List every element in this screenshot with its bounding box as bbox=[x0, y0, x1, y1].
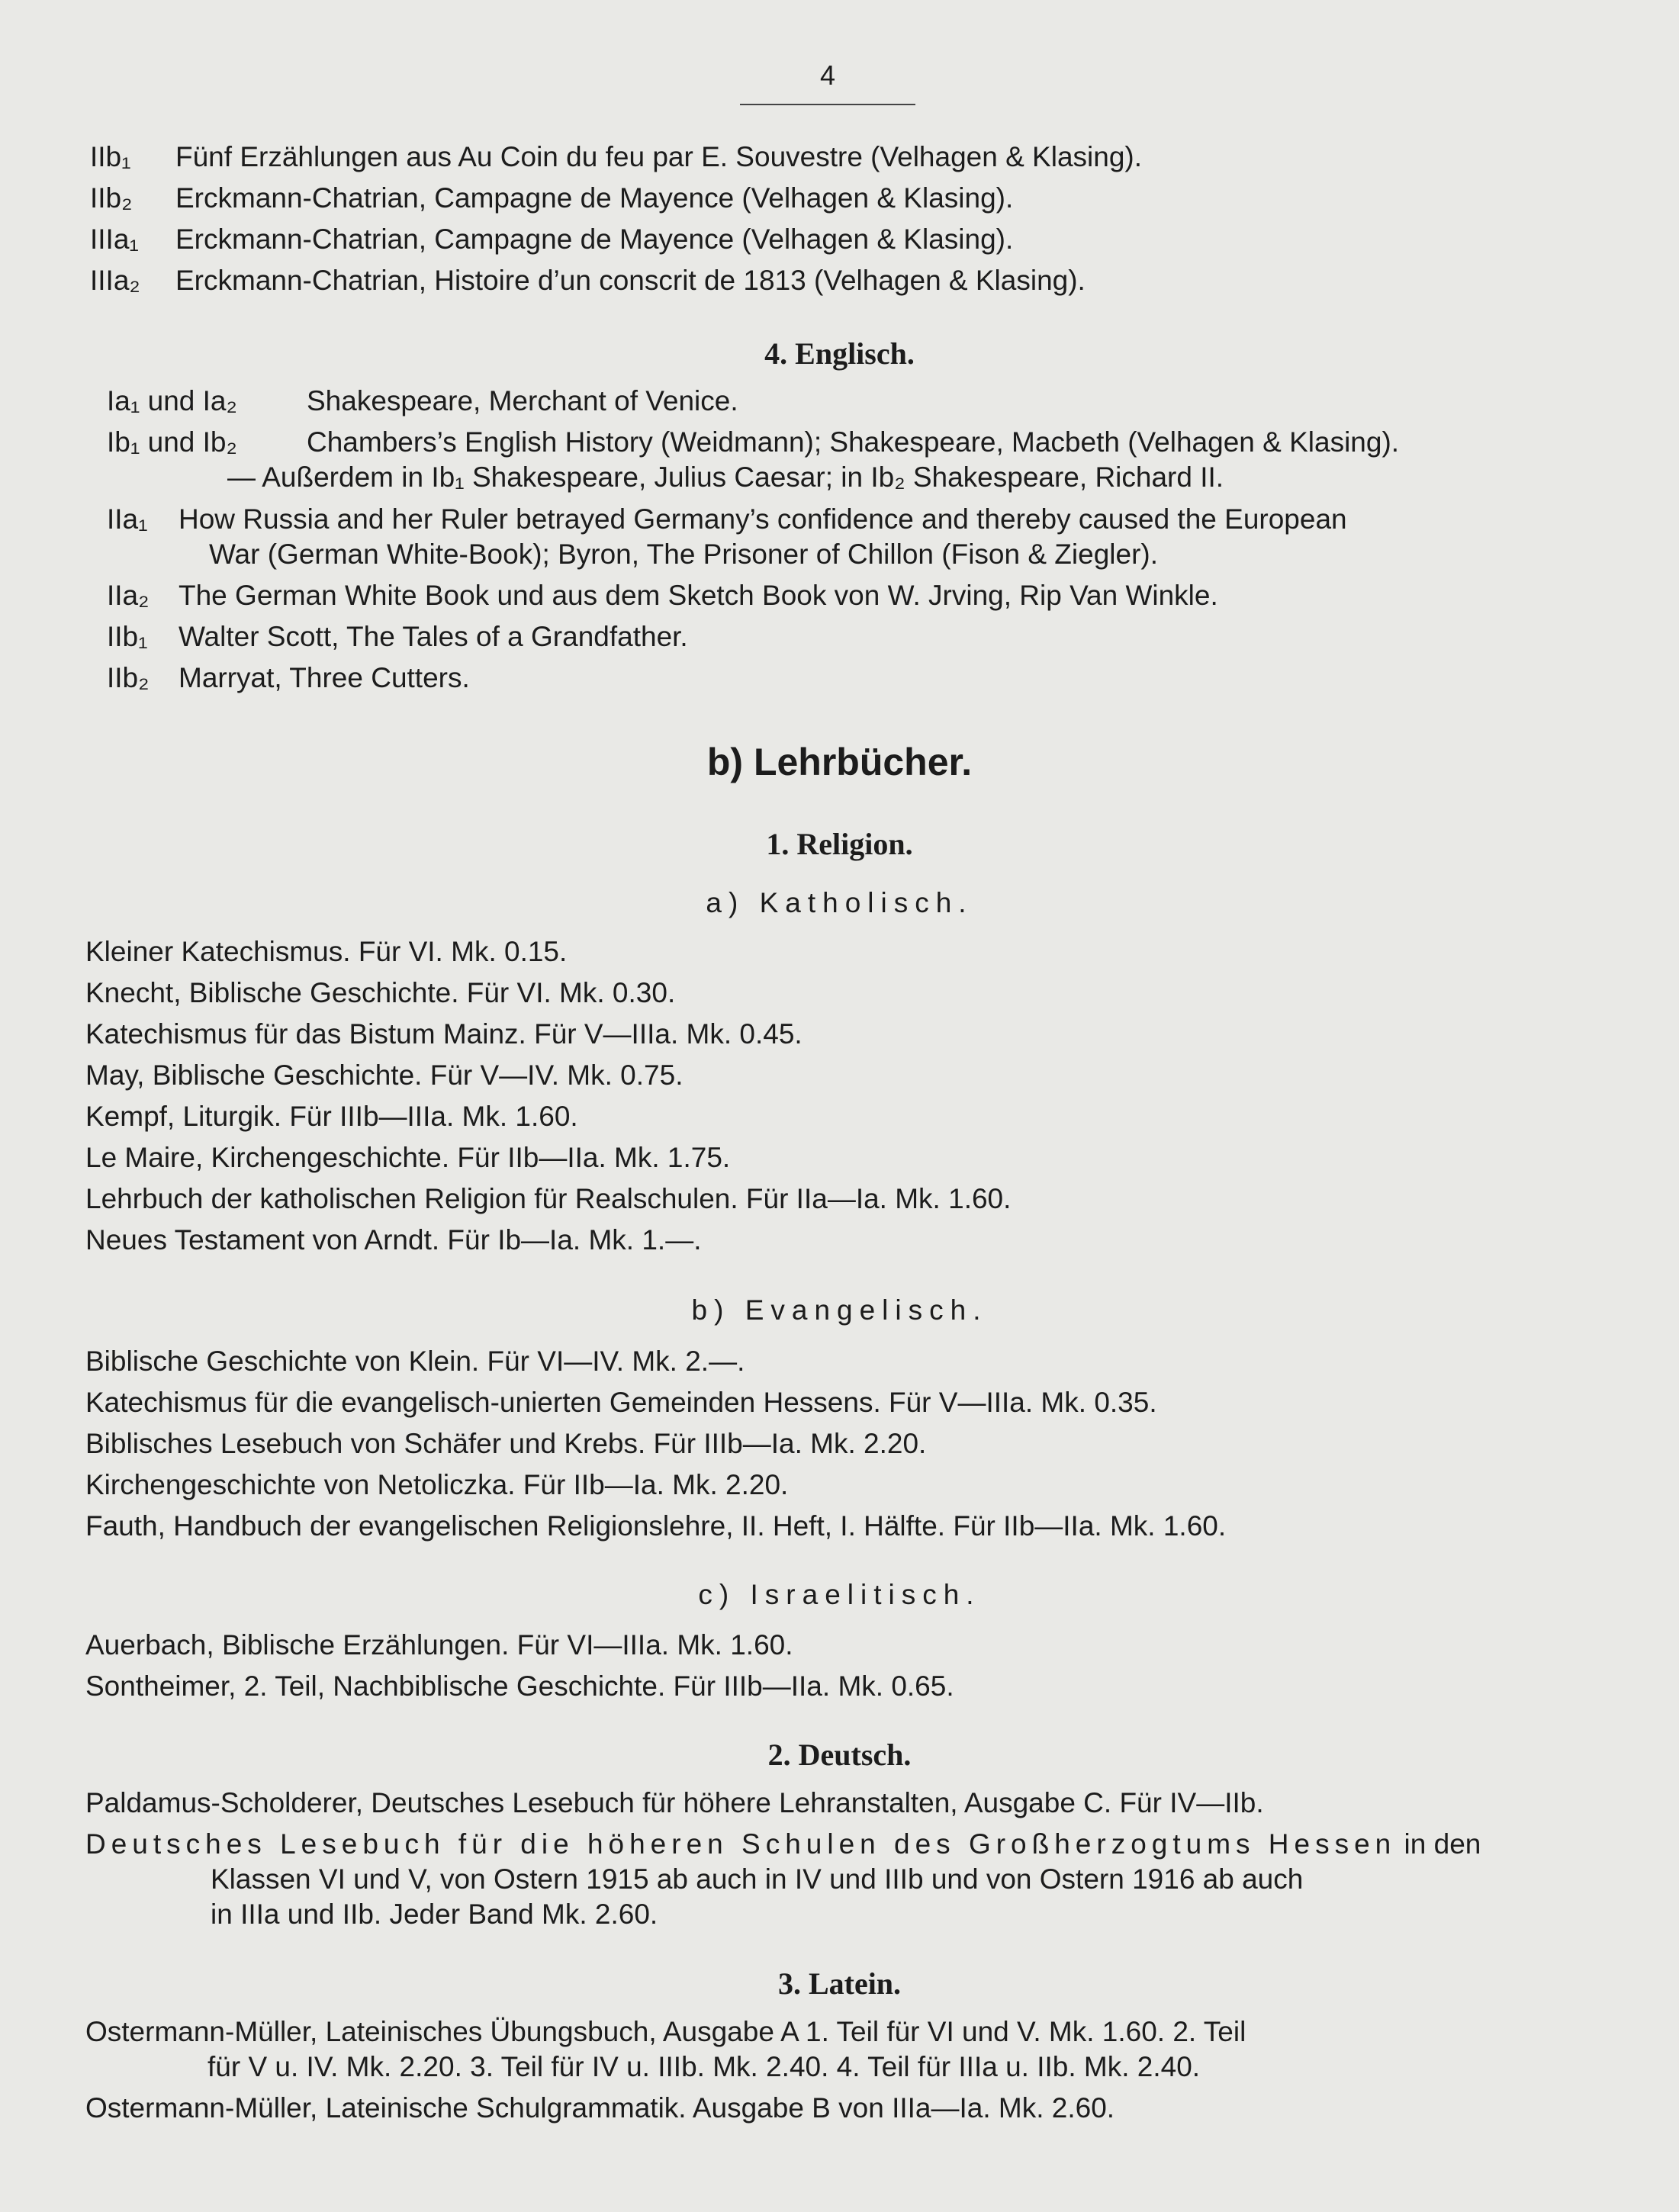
subheading-evangelisch: b) Evangelisch. bbox=[691, 1294, 988, 1326]
deutsch-item-2-cont1: Klassen VI und V, von Ostern 1915 ab auch in IV und IIIb und von Ostern 1916 ab auch bbox=[211, 1863, 1304, 1895]
evangelisch-item-3: Biblisches Lesebuch von Schäfer und Krebs. Für IIIb—Ia. Mk. 2.20. bbox=[85, 1428, 927, 1459]
section-heading-englisch: 4. Englisch. bbox=[764, 336, 915, 371]
englisch-entry-4: IIa₂ The German White Book und aus dem Sketch Book von W. Jrving, Rip Van Winkle. bbox=[107, 580, 1218, 611]
israelitisch-item-1: Auerbach, Biblische Erzählungen. Für VI—IIIa. Mk. 1.60. bbox=[85, 1629, 793, 1661]
evangelisch-item-4: Kirchengeschichte von Netoliczka. Für IIb—Ia. Mk. 2.20. bbox=[85, 1469, 789, 1500]
englisch-entry-2: Ib₁ und Ib₂ Chambers’s English History (Weidmann); Shakespeare, Macbeth (Velhagen & Klasing). bbox=[107, 426, 1400, 458]
page-number: 4 bbox=[740, 59, 915, 105]
englisch-entry-1: Ia₁ und Ia₂ Shakespeare, Merchant of Venice. bbox=[107, 385, 738, 416]
israelitisch-item-2: Sontheimer, 2. Teil, Nachbiblische Geschichte. Für IIIb—IIa. Mk. 0.65. bbox=[85, 1670, 954, 1702]
evangelisch-item-1: Biblische Geschichte von Klein. Für VI—IV. Mk. 2.—. bbox=[85, 1346, 745, 1377]
englisch-entry-5: IIb₁ Walter Scott, The Tales of a Grandfather. bbox=[107, 621, 688, 652]
englisch-entry-2-cont: — Außerdem in Ib₁ Shakespeare, Julius Caesar; in Ib₂ Shakespeare, Richard II. bbox=[227, 461, 1224, 493]
katholisch-item-6: Le Maire, Kirchengeschichte. Für IIb—IIa. Mk. 1.75. bbox=[85, 1142, 731, 1173]
evangelisch-item-2: Katechismus für die evangelisch-unierten Gemeinden Hessens. Für V—IIIa. Mk. 0.35. bbox=[85, 1387, 1157, 1418]
section-heading-latein: 3. Latein. bbox=[777, 1966, 902, 2001]
section-heading-deutsch: 2. Deutsch. bbox=[767, 1738, 912, 1772]
french-reading-1: IIb₁ Fünf Erzählungen aus Au Coin du feu par E. Souvestre (Velhagen & Klasing). bbox=[90, 141, 1143, 172]
subheading-israelitisch: c) Israelitisch. bbox=[698, 1579, 981, 1610]
englisch-entry-3-cont: War (German White-Book); Byron, The Prisoner of Chillon (Fison & Ziegler). bbox=[209, 539, 1158, 570]
katholisch-item-8: Neues Testament von Arndt. Für Ib—Ia. Mk. 1.—. bbox=[85, 1224, 702, 1256]
latein-item-1: Ostermann-Müller, Lateinisches Übungsbuch, Ausgabe A 1. Teil für VI und V. Mk. 1.60. 2. Teil bbox=[85, 2016, 1246, 2047]
katholisch-item-3: Katechismus für das Bistum Mainz. Für V—IIIa. Mk. 0.45. bbox=[85, 1018, 803, 1050]
subheading-katholisch: a) Katholisch. bbox=[706, 887, 973, 918]
katholisch-item-4: May, Biblische Geschichte. Für V—IV. Mk. 0.75. bbox=[85, 1059, 684, 1091]
latein-item-2: Ostermann-Müller, Lateinische Schulgrammatik. Ausgabe B von IIIa—Ia. Mk. 2.60. bbox=[85, 2092, 1115, 2124]
deutsch-item-1: Paldamus-Scholderer, Deutsches Lesebuch für höhere Lehranstalten, Ausgabe C. Für IV—IIb. bbox=[85, 1787, 1264, 1818]
french-reading-4: IIIa₂ Erckmann-Chatrian, Histoire d’un conscrit de 1813 (Velhagen & Klasing). bbox=[90, 265, 1086, 296]
section-heading-religion: 1. Religion. bbox=[766, 827, 913, 861]
deutsch-item-2-cont2: in IIIa und IIb. Jeder Band Mk. 2.60. bbox=[211, 1899, 658, 1930]
katholisch-item-5: Kempf, Liturgik. Für IIIb—IIIa. Mk. 1.60. bbox=[85, 1101, 578, 1132]
evangelisch-item-5: Fauth, Handbuch der evangelischen Religionslehre, II. Heft, I. Hälfte. Für IIb—IIa. Mk. 1.60. bbox=[85, 1510, 1227, 1542]
deutsch-item-2: Deutsches Lesebuch für die höheren Schulen des Großherzogtums Hessen in den bbox=[85, 1828, 1481, 1860]
katholisch-item-1: Kleiner Katechismus. Für VI. Mk. 0.15. bbox=[85, 936, 568, 967]
french-reading-3: IIIa₁ Erckmann-Chatrian, Campagne de Mayence (Velhagen & Klasing). bbox=[90, 223, 1014, 255]
englisch-entry-3: IIa₁ How Russia and her Ruler betrayed Germany’s confidence and thereby caused the European bbox=[107, 503, 1347, 535]
latein-item-1-cont: für V u. IV. Mk. 2.20. 3. Teil für IV u. IIIb. Mk. 2.40. 4. Teil für IIIa u. IIb. Mk. 2.40. bbox=[207, 2051, 1201, 2082]
katholisch-item-7: Lehrbuch der katholischen Religion für Realschulen. Für IIa—Ia. Mk. 1.60. bbox=[85, 1183, 1012, 1214]
section-heading-lehrbuecher: b) Lehrbücher. bbox=[706, 741, 973, 783]
katholisch-item-2: Knecht, Biblische Geschichte. Für VI. Mk. 0.30. bbox=[85, 977, 676, 1008]
french-reading-2: IIb₂ Erckmann-Chatrian, Campagne de Mayence (Velhagen & Klasing). bbox=[90, 182, 1014, 214]
englisch-entry-6: IIb₂ Marryat, Three Cutters. bbox=[107, 662, 470, 693]
